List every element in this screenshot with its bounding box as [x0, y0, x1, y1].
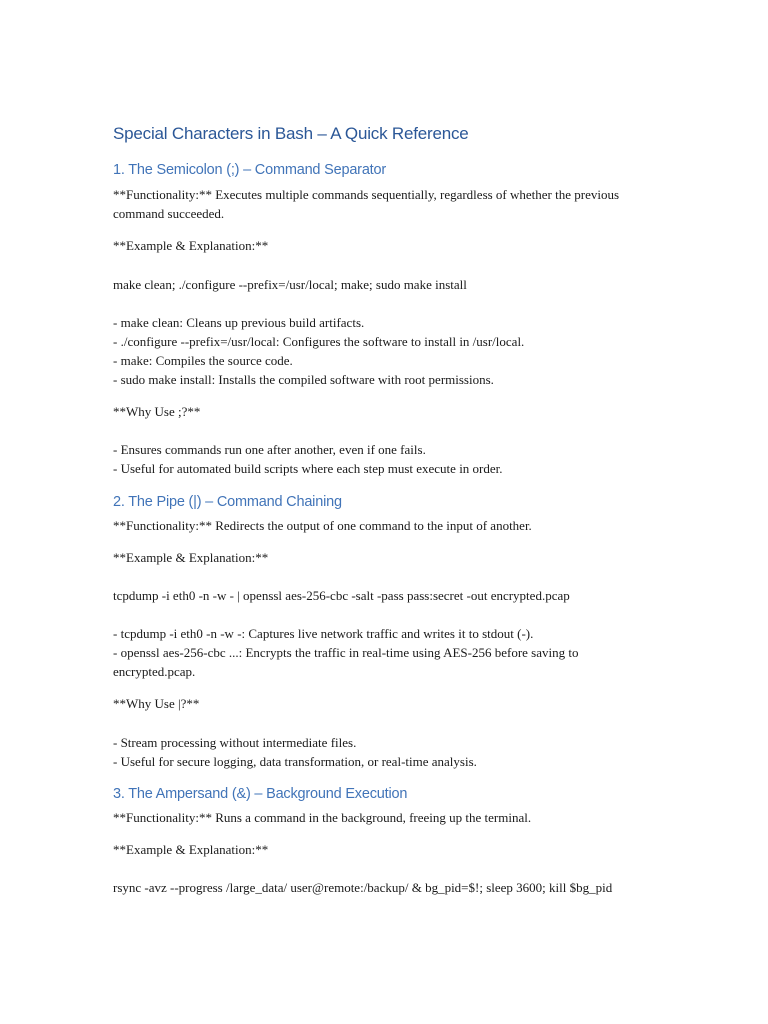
- section-2-functionality: **Functionality:** Redirects the output of one command to the input of another.: [113, 518, 532, 533]
- section-1-explanation: - sudo make install: Installs the compiled software with root permissions.: [113, 372, 494, 387]
- section-3-heading: 3. The Ampersand (&) – Background Execution: [113, 786, 408, 802]
- section-2-why-item: - Stream processing without intermediate files.: [113, 735, 357, 750]
- section-2-command: tcpdump -i eth0 -n -w - | openssl aes-256-cbc -salt -pass pass:secret -out encrypted.pcap: [113, 588, 570, 603]
- section-3-example-label: **Example & Explanation:**: [113, 842, 269, 857]
- section-2-explanation: - openssl aes-256-cbc ...: Encrypts the traffic in real-time using AES-256 before saving to encrypted.pcap.: [113, 645, 579, 679]
- section-1-explanation: - make: Compiles the source code.: [113, 353, 293, 368]
- document-title: Special Characters in Bash – A Quick Reference: [113, 124, 469, 143]
- section-1-heading: 1. The Semicolon (;) – Command Separator: [113, 162, 387, 178]
- section-2-example-label: **Example & Explanation:**: [113, 550, 269, 565]
- section-1-why-item: - Useful for automated build scripts where each step must execute in order.: [113, 461, 503, 476]
- section-2-explanation: - tcpdump -i eth0 -n -w -: Captures live network traffic and writes it to stdout (-).: [113, 626, 534, 641]
- section-2-why-item: - Useful for secure logging, data transformation, or real-time analysis.: [113, 754, 477, 769]
- section-1-example-label: **Example & Explanation:**: [113, 238, 269, 253]
- section-3-functionality: **Functionality:** Runs a command in the background, freeing up the terminal.: [113, 810, 532, 825]
- section-1-why-label: **Why Use ;?**: [113, 404, 201, 419]
- section-1-explanation: - make clean: Cleans up previous build artifacts.: [113, 315, 365, 330]
- section-3-command: rsync -avz --progress /large_data/ user@remote:/backup/ & bg_pid=$!; sleep 3600; kill $bg_pid: [113, 880, 613, 895]
- section-1-functionality: **Functionality:** Executes multiple commands sequentially, regardless of whether the previous command succeeded.: [113, 187, 620, 221]
- section-1-command: make clean; ./configure --prefix=/usr/local; make; sudo make install: [113, 277, 467, 292]
- section-1-explanation: - ./configure --prefix=/usr/local: Configures the software to install in /usr/local.: [113, 334, 525, 349]
- section-2-heading: 2. The Pipe (|) – Command Chaining: [113, 494, 342, 510]
- section-1-why-item: - Ensures commands run one after another, even if one fails.: [113, 442, 426, 457]
- section-2-why-label: **Why Use |?**: [113, 696, 200, 711]
